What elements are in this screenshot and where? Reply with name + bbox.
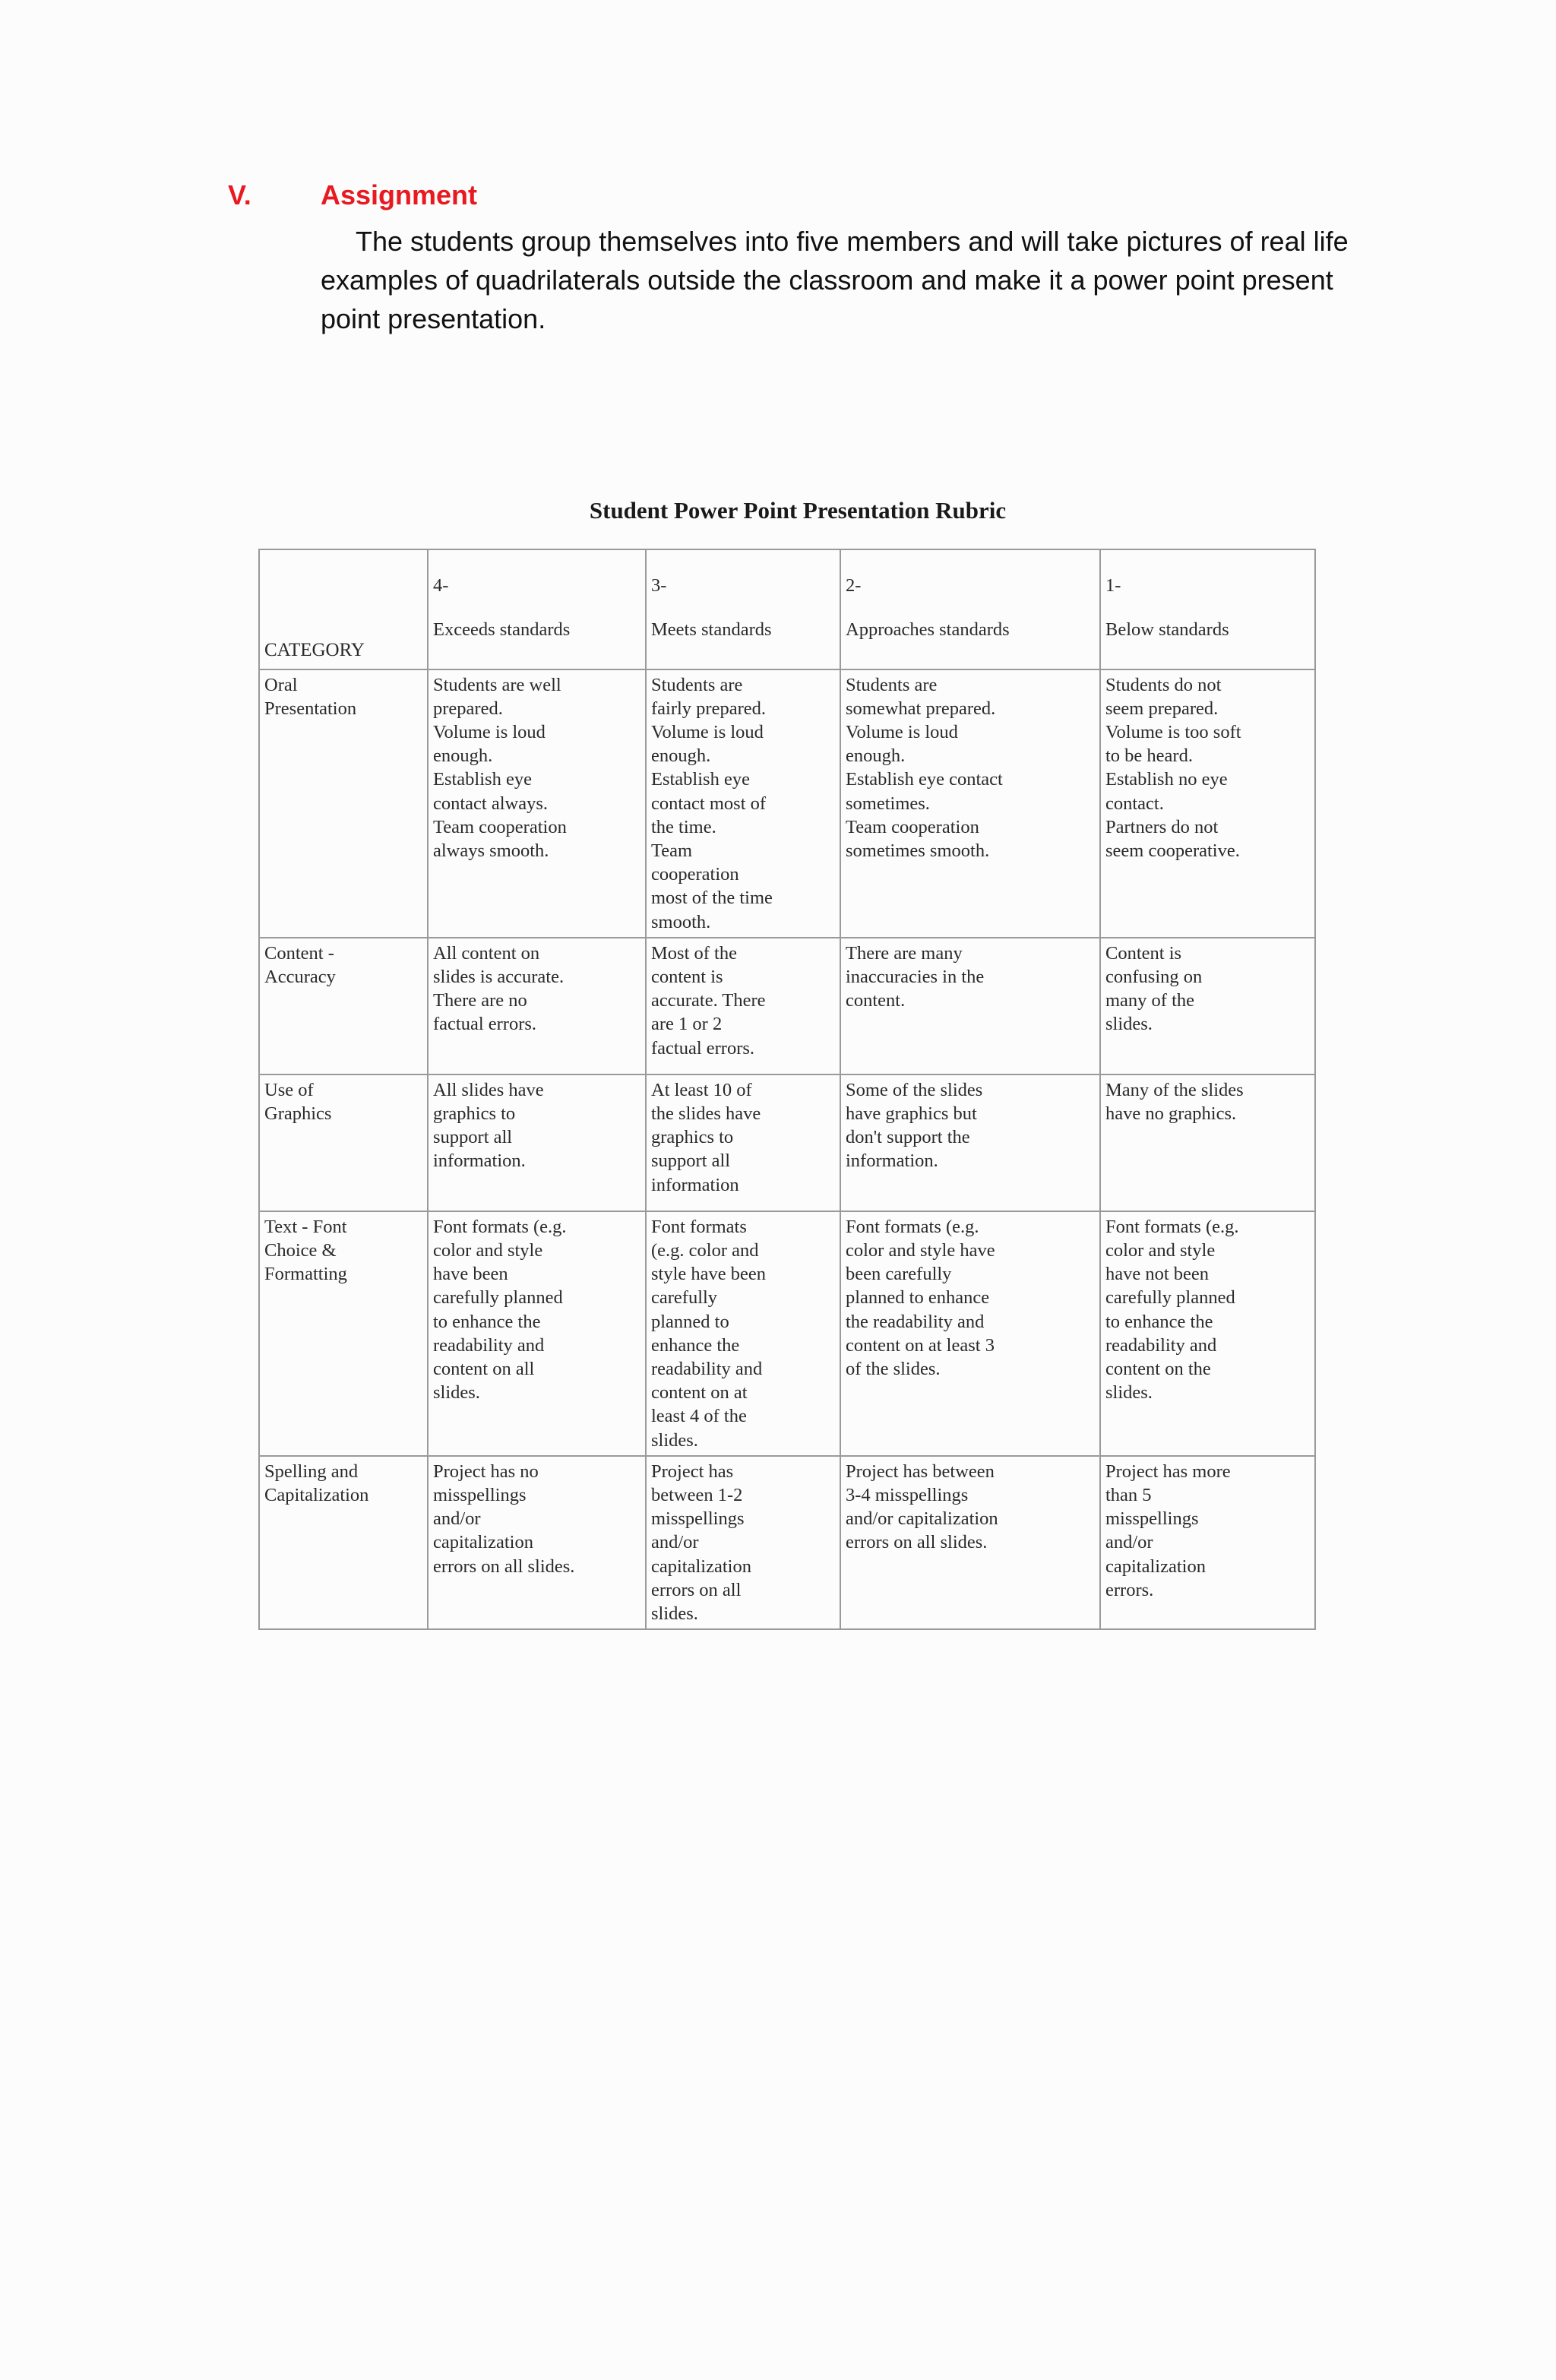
level-number: 1- xyxy=(1105,575,1121,597)
rubric-cell: Most of the content is accurate. There are 1 or 2 factual errors. xyxy=(646,938,840,1074)
rubric-cell: Project has more than 5 misspellings and/or capitalization errors. xyxy=(1100,1456,1315,1629)
header-level xyxy=(840,549,1100,669)
section-title: Assignment xyxy=(321,179,478,210)
rubric-cell: Project has no misspellings and/or capitalization errors on all slides. xyxy=(428,1456,646,1629)
section-heading xyxy=(228,179,1383,222)
row-category: Oral Presentation xyxy=(259,669,428,938)
row-category: Spelling and Capitalization xyxy=(259,1456,428,1629)
rubric-cell: Some of the slides have graphics but don't support the information. xyxy=(840,1074,1100,1211)
header-category: CATEGORY xyxy=(259,549,428,669)
rubric-row-spelling xyxy=(259,1456,1315,1629)
rubric-cell: Font formats (e.g. color and style have been carefully planned to enhance the readability and content on at least 4 of the slides. xyxy=(646,1211,840,1456)
rubric-row-text-font xyxy=(259,1211,1315,1456)
rubric-cell: Project has between 3-4 misspellings and/or capitalization errors on all slides. xyxy=(840,1456,1100,1629)
header-level xyxy=(1100,549,1315,669)
rubric-cell: There are many inaccuracies in the content. xyxy=(840,938,1100,1074)
assignment-section xyxy=(228,179,1383,338)
rubric-cell: Students are somewhat prepared. Volume is loud enough. Establish eye contact sometimes. Team cooperation sometimes smooth. xyxy=(840,669,1100,938)
rubric-cell: Project has between 1-2 misspellings and/or capitalization errors on all slides. xyxy=(646,1456,840,1629)
rubric-table xyxy=(258,549,1316,1630)
rubric-cell: Many of the slides have no graphics. xyxy=(1100,1074,1315,1211)
level-number: 2- xyxy=(846,575,862,597)
section-number: V. xyxy=(228,179,251,210)
rubric-row-oral-presentation xyxy=(259,669,1315,938)
rubric-cell: Students are fairly prepared. Volume is loud enough. Establish eye contact most of the time. Team cooperation most of the time smooth. xyxy=(646,669,840,938)
rubric-cell: All content on slides is accurate. There are no factual errors. xyxy=(428,938,646,1074)
rubric-cell: Students are well prepared. Volume is loud enough. Establish eye contact always. Team cooperation always smooth. xyxy=(428,669,646,938)
rubric-cell: Font formats (e.g. color and style have been carefully planned to enhance the readability and content on at least 3 of the slides. xyxy=(840,1211,1100,1456)
level-label: Meets standards xyxy=(651,619,772,641)
rubric-cell: Content is confusing on many of the slides. xyxy=(1100,938,1315,1074)
level-number: 3- xyxy=(651,575,667,597)
assignment-text: The students group themselves into five members and will take pictures of real life examples of quadrilaterals outside the classroom and make it a power point present point presentation. xyxy=(321,226,1349,334)
row-category: Content - Accuracy xyxy=(259,938,428,1074)
level-label: Exceeds standards xyxy=(433,619,571,641)
rubric-cell: All slides have graphics to support all information. xyxy=(428,1074,646,1211)
rubric-cell: Students do not seem prepared. Volume is too soft to be heard. Establish no eye contact. Partners do not seem cooperative. xyxy=(1100,669,1315,938)
rubric-title: Student Power Point Presentation Rubric xyxy=(589,497,1007,524)
level-label: Below standards xyxy=(1105,619,1229,641)
rubric-cell: Font formats (e.g. color and style have been carefully planned to enhance the readability and content on all slides. xyxy=(428,1211,646,1456)
row-category: Text - Font Choice & Formatting xyxy=(259,1211,428,1456)
rubric-row-content-accuracy xyxy=(259,938,1315,1074)
header-level xyxy=(646,549,840,669)
rubric-cell: At least 10 of the slides have graphics to support all information xyxy=(646,1074,840,1211)
rubric-cell: Font formats (e.g. color and style have not been carefully planned to enhance the readability and content on the slides. xyxy=(1100,1211,1315,1456)
rubric-row-use-of-graphics xyxy=(259,1074,1315,1211)
header-level xyxy=(428,549,646,669)
rubric-image xyxy=(258,494,1314,1630)
rubric-header-row xyxy=(259,549,1315,669)
level-label: Approaches standards xyxy=(846,619,1010,641)
level-number: 4- xyxy=(433,575,449,597)
row-category: Use of Graphics xyxy=(259,1074,428,1211)
